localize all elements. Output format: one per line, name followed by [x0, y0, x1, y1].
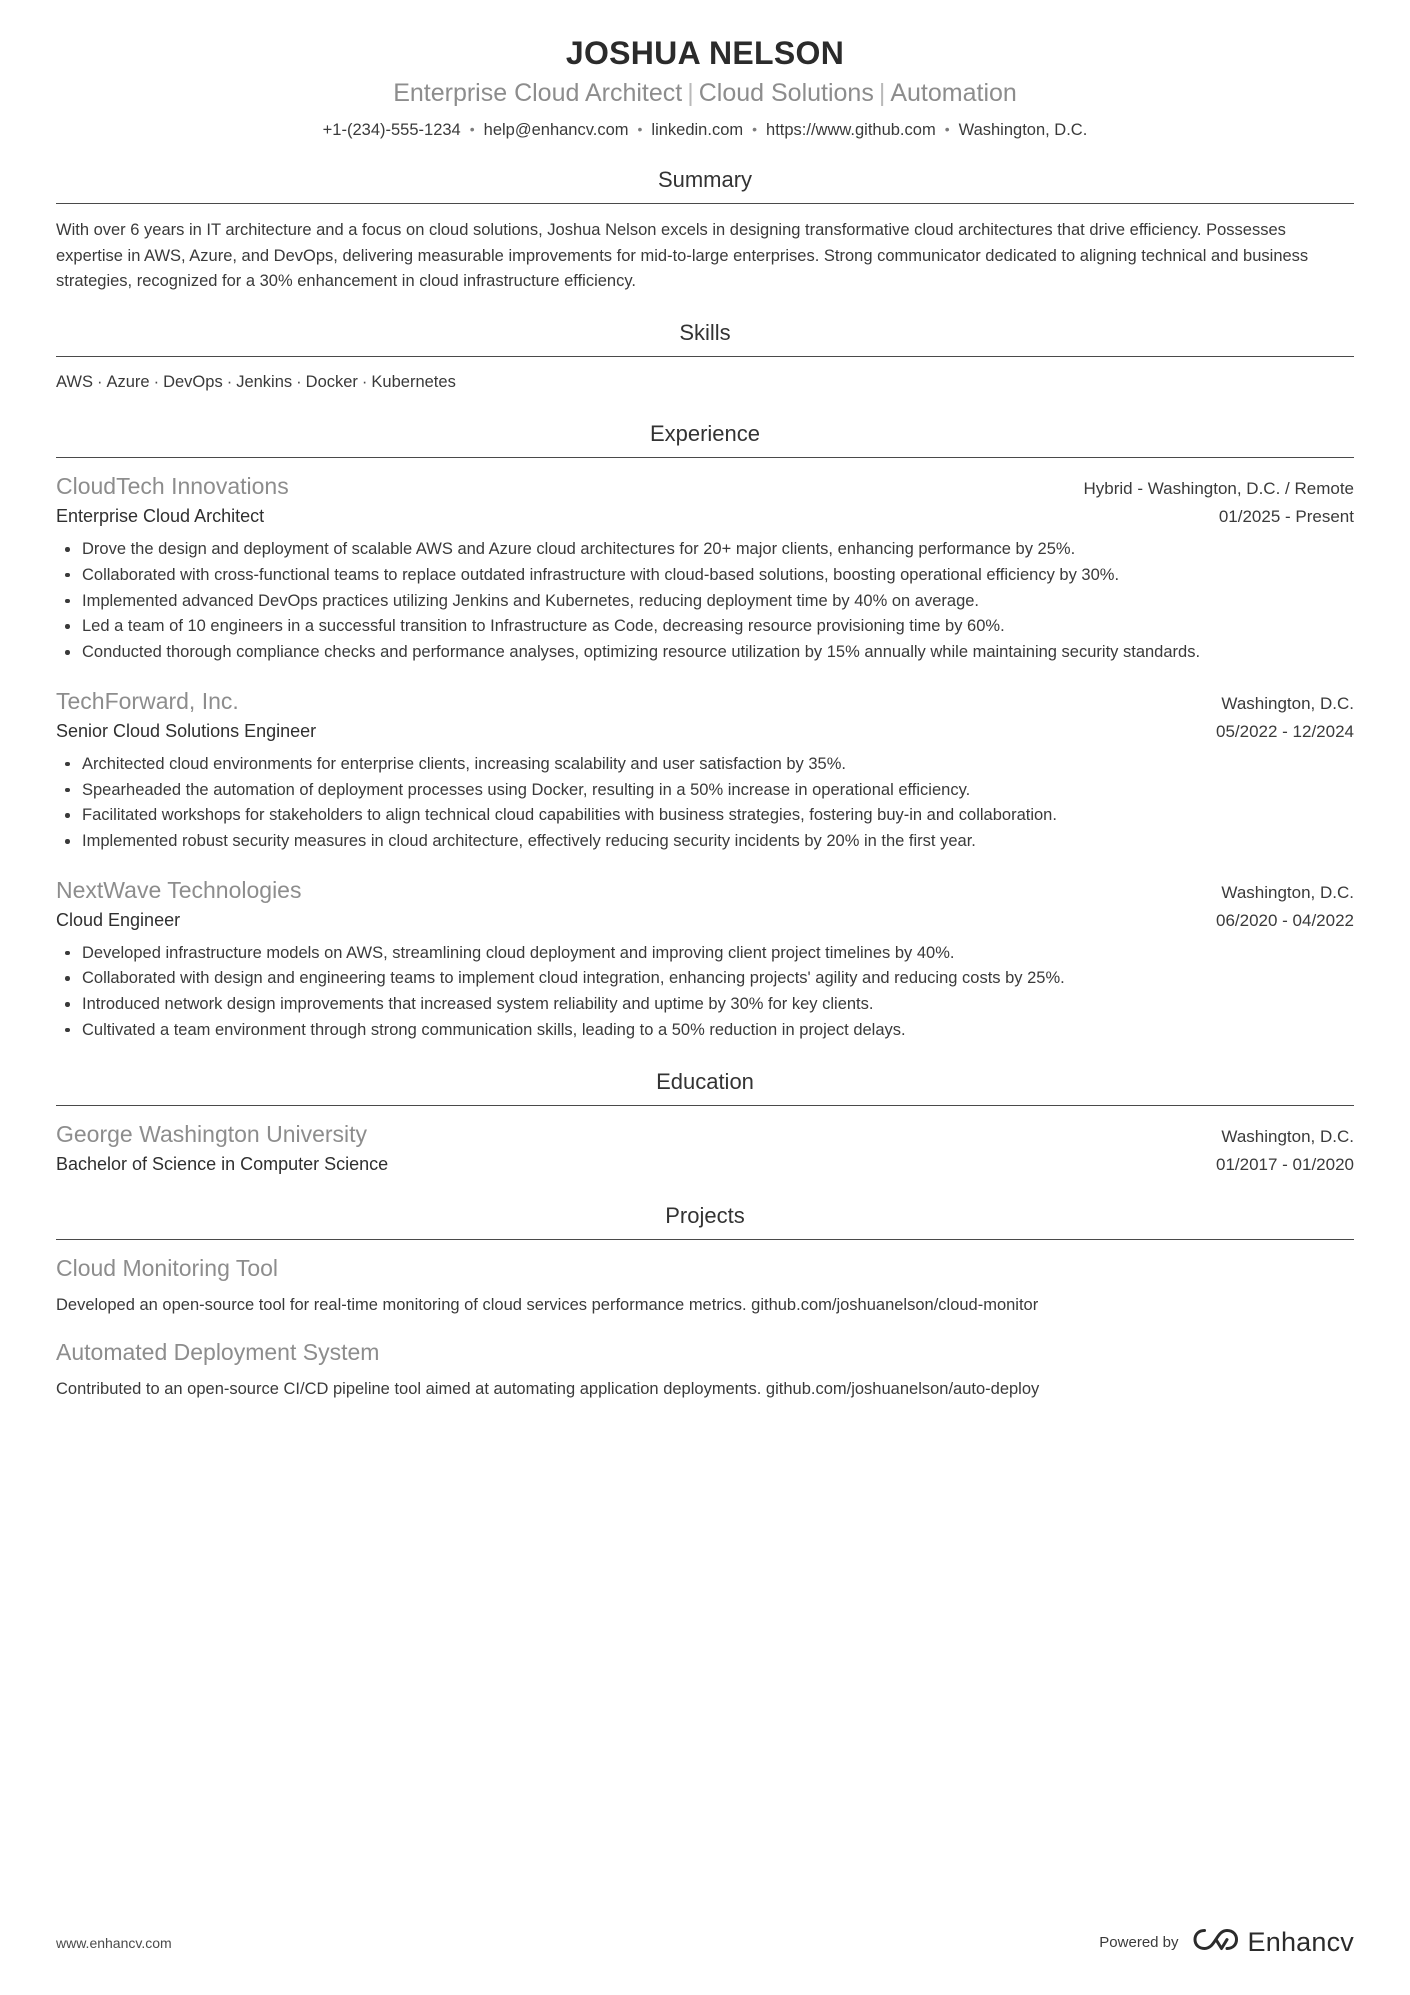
- footer-branding: [1099, 1926, 1354, 1959]
- section-title-education: Education: [656, 1068, 754, 1094]
- contact-email[interactable]: help@enhancv.com: [483, 120, 629, 139]
- contact-linkedin[interactable]: linkedin.com: [651, 120, 744, 139]
- entry-header-row: [56, 472, 1354, 502]
- headline-separator: |: [878, 79, 886, 108]
- entry-header-row: [56, 876, 1354, 906]
- project-description: Contributed to an open-source CI/CD pipeline tool aimed at automating application deployments. github.com/joshuanelson/auto-deploy: [56, 1379, 1040, 1398]
- contact-separator: •: [944, 120, 950, 137]
- entry-bullet: Collaborated with design and engineering teams to implement cloud integration, enhancing projects' agility and reducing costs by 25%.: [82, 966, 1354, 991]
- entry-location: Washington, D.C.: [1221, 1127, 1354, 1147]
- entry-header-row: [56, 687, 1354, 717]
- resume-header: [56, 34, 1354, 141]
- entry-bullet-list: [56, 537, 1354, 665]
- section-skills: [56, 320, 1354, 395]
- resume-footer: [56, 1926, 1354, 1959]
- project-name: Cloud Monitoring Tool: [56, 1255, 279, 1282]
- section-projects: [56, 1203, 1354, 1402]
- project-entries: [56, 1254, 1354, 1401]
- skill-item: Kubernetes: [371, 373, 456, 392]
- section-title-projects: Projects: [665, 1202, 745, 1228]
- experience-entry: [56, 472, 1354, 665]
- footer-website[interactable]: www.enhancv.com: [56, 1934, 172, 1951]
- experience-entry: [56, 876, 1354, 1043]
- company-name: NextWave Technologies: [56, 876, 302, 903]
- entry-bullet: Drove the design and deployment of scalable AWS and Azure cloud architectures for 20+ major clients, enhancing performance by 25%.: [82, 537, 1354, 562]
- section-experience: [56, 421, 1354, 1043]
- enhancv-wordmark: Enhancv: [1247, 1927, 1354, 1957]
- entry-location: Washington, D.C.: [1221, 693, 1354, 713]
- contact-separator: •: [752, 120, 758, 137]
- skill-separator: ·: [153, 373, 160, 392]
- entry-bullet-list: [56, 941, 1354, 1043]
- contact-separator: •: [469, 120, 475, 137]
- entry-bullet: Architected cloud environments for enterprise clients, increasing scalability and user satisfaction by 35%.: [82, 752, 1354, 777]
- entry-bullet-list: [56, 752, 1354, 854]
- skill-item: Azure: [106, 373, 150, 392]
- entry-location: Hybrid - Washington, D.C. / Remote: [1083, 479, 1354, 499]
- skills-list: [56, 371, 1354, 395]
- job-title: Enterprise Cloud Architect: [56, 506, 265, 527]
- skill-item: Jenkins: [236, 373, 293, 392]
- section-title-skills: Skills: [679, 319, 731, 345]
- project-entry: [56, 1254, 1354, 1318]
- contact-github[interactable]: https://www.github.com: [766, 120, 936, 139]
- entry-bullet: Conducted thorough compliance checks and performance analyses, optimizing resource utilization by 15% annually while maintaining security standards.: [82, 640, 1354, 665]
- entry-bullet: Implemented robust security measures in cloud architecture, effectively reducing security incidents by 20% in the first year.: [82, 829, 1354, 854]
- section-summary: [56, 167, 1354, 294]
- powered-by-label: Powered by: [1099, 1934, 1179, 1951]
- entry-subheader-row: [56, 504, 1354, 529]
- education-entries: [56, 1120, 1354, 1177]
- candidate-name: JOSHUA NELSON: [565, 35, 845, 71]
- contact-separator: •: [637, 120, 643, 137]
- entry-bullet: Spearheaded the automation of deployment processes using Docker, resulting in a 50% increase in operational efficiency.: [82, 778, 1354, 803]
- skill-separator: ·: [96, 373, 103, 392]
- enhancv-mark-icon: [1193, 1926, 1239, 1959]
- entry-header-row: [56, 1120, 1354, 1150]
- summary-text: With over 6 years in IT architecture and a focus on cloud solutions, Joshua Nelson excels in designing transformative cloud architectures that drive efficiency. Possesses expertise in AWS, Azure, and DevOps, delivering measurable improvements for mid-to-large enterprises. Strong communicator dedicated to aligning technical and business strategies, recognized for a 30% enhancement in cloud infrastructure efficiency.: [56, 221, 1309, 290]
- section-divider: [56, 203, 1354, 204]
- school-name: George Washington University: [56, 1121, 368, 1148]
- skill-item: AWS: [56, 373, 93, 392]
- entry-location: Washington, D.C.: [1221, 882, 1354, 902]
- section-title-summary: Summary: [657, 167, 753, 193]
- headline-part-0: Enterprise Cloud Architect: [393, 79, 683, 108]
- section-title-experience: Experience: [649, 421, 761, 447]
- skill-item: Docker: [305, 373, 358, 392]
- education-entry: [56, 1120, 1354, 1177]
- entry-bullet: Introduced network design improvements that increased system reliability and uptime by 30% for key clients.: [82, 992, 1354, 1017]
- entry-bullet: Developed infrastructure models on AWS, streamlining cloud deployment and improving client project timelines by 40%.: [82, 941, 1354, 966]
- skill-item: DevOps: [163, 373, 223, 392]
- entry-subheader-row: [56, 908, 1354, 933]
- entry-bullet: Cultivated a team environment through strong communication skills, leading to a 50% reduction in project delays.: [82, 1018, 1354, 1043]
- headline-part-1: Cloud Solutions: [698, 79, 874, 108]
- entry-dates: 01/2025 - Present: [1218, 507, 1354, 527]
- headline-separator: |: [687, 79, 694, 108]
- experience-entries: [56, 472, 1354, 1042]
- entry-subheader-row: [56, 1152, 1354, 1177]
- skill-separator: ·: [296, 373, 302, 392]
- section-divider: [56, 1239, 1354, 1240]
- project-name: Automated Deployment System: [56, 1338, 380, 1365]
- project-description: Developed an open-source tool for real-time monitoring of cloud services performance metrics. github.com/joshuanelson/cloud-monitor: [56, 1296, 1039, 1315]
- job-title: Cloud Engineer: [56, 909, 181, 930]
- entry-bullet: Collaborated with cross-functional teams to replace outdated infrastructure with cloud-based solutions, boosting operational efficiency by 30%.: [82, 563, 1354, 588]
- entry-bullet: Facilitated workshops for stakeholders to align technical cloud capabilities with business strategies, fostering buy-in and collaboration.: [82, 803, 1354, 828]
- company-name: CloudTech Innovations: [56, 473, 289, 500]
- entry-dates: 06/2020 - 04/2022: [1215, 910, 1354, 930]
- enhancv-logo: [1193, 1926, 1354, 1959]
- headline-part-2: Automation: [890, 79, 1017, 108]
- section-divider: [56, 356, 1354, 357]
- skill-separator: ·: [361, 373, 368, 392]
- contact-location: Washington, D.C.: [958, 120, 1088, 139]
- entry-subheader-row: [56, 719, 1354, 744]
- entry-dates: 01/2017 - 01/2020: [1215, 1154, 1354, 1174]
- page-bottom-spacer: [56, 1402, 1354, 1622]
- contact-line: [56, 120, 1354, 141]
- section-divider: [56, 1105, 1354, 1106]
- company-name: TechForward, Inc.: [56, 687, 239, 714]
- project-entry: [56, 1338, 1354, 1402]
- candidate-headline: [56, 78, 1354, 109]
- section-education: [56, 1069, 1354, 1177]
- section-divider: [56, 457, 1354, 458]
- entry-bullet: Led a team of 10 engineers in a successful transition to Infrastructure as Code, decreasing resource provisioning time by 60%.: [82, 614, 1354, 639]
- degree-name: Bachelor of Science in Computer Science: [56, 1153, 389, 1174]
- skill-separator: ·: [226, 373, 233, 392]
- job-title: Senior Cloud Solutions Engineer: [56, 720, 317, 741]
- entry-dates: 05/2022 - 12/2024: [1215, 721, 1354, 741]
- entry-bullet: Implemented advanced DevOps practices utilizing Jenkins and Kubernetes, reducing deployment time by 40% on average.: [82, 589, 1354, 614]
- experience-entry: [56, 687, 1354, 854]
- contact-phone: +1-(234)-555-1234: [322, 120, 461, 139]
